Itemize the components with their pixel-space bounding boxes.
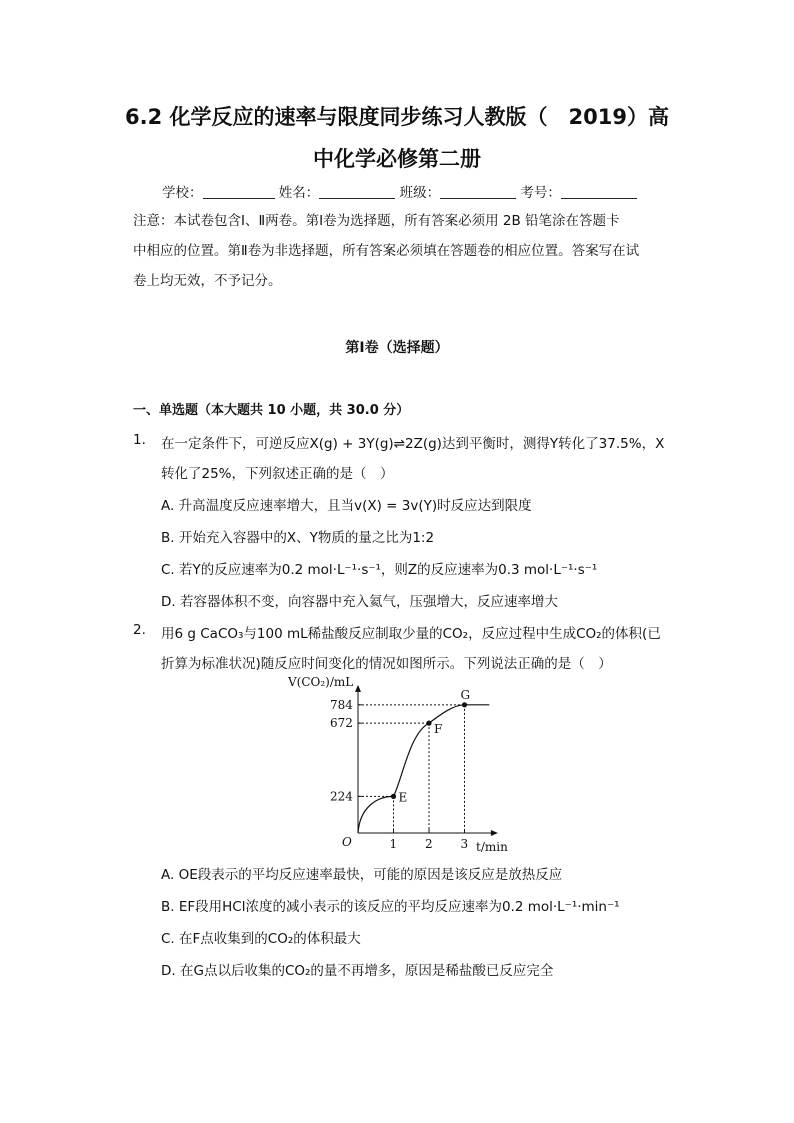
data-curve <box>358 705 489 833</box>
x-axis-arrow <box>491 830 498 836</box>
class-blank[interactable] <box>440 185 516 199</box>
option-d[interactable]: D. 若容器体积不变，向容器中充入氦气，压强增大，反应速率增大 <box>161 594 558 610</box>
document-title <box>100 96 694 180</box>
name-label: 姓名： <box>278 185 320 201</box>
exam-no-blank[interactable] <box>561 185 637 199</box>
section-title: 第Ⅰ卷（选择题） <box>345 340 449 356</box>
question-stem-line: 在一定条件下，可逆反应X(g) + 3Y(g)⇌2Z(g)达到平衡时，测得Y转化了37.5%，X <box>161 436 665 452</box>
option-c[interactable]: C. 在F点收集到的CO₂的体积最大 <box>161 931 361 947</box>
notice-line: 卷上均无效，不予记分。 <box>133 273 282 289</box>
option-c[interactable]: C. 若Y的反应速率为0.2 mol·L⁻¹·s⁻¹，则Z的反应速率为0.3 mol·L⁻¹·s⁻¹ <box>161 562 598 578</box>
y-axis-arrow <box>355 685 361 692</box>
axes <box>355 685 498 836</box>
data-point <box>391 794 396 799</box>
question-stem-line: 转化了25%，下列叙述正确的是（ ） <box>161 466 394 482</box>
school-label: 学校： <box>162 185 203 201</box>
co2-volume-chart <box>280 670 520 856</box>
question-stem-line: 折算为标准状况)随反应时间变化的情况如图所示。下列说法正确的是（ ） <box>161 656 612 672</box>
title-line-2: 中化学必修第二册 <box>313 147 481 171</box>
y-tick-label: 672 <box>330 716 353 731</box>
notice-line: 中相应的位置。第Ⅱ卷为非选择题，所有答案必须填在答题卷的相应位置。答案写在试 <box>133 243 640 259</box>
y-tick-label: 224 <box>330 789 353 804</box>
y-tick-label: 784 <box>330 697 353 712</box>
question-stem-line: 用6 g CaCO₃与100 mL稀盐酸反应制取少量的CO₂，反应过程中生成CO₂的体积(已 <box>161 626 661 642</box>
name-blank[interactable] <box>319 185 395 199</box>
origin-label: O <box>342 835 352 849</box>
x-tick-label: 2 <box>425 837 433 851</box>
class-label: 班级： <box>399 185 441 201</box>
option-b[interactable]: B. 开始充入容器中的X、Y物质的量之比为1:2 <box>161 530 435 546</box>
school-blank[interactable] <box>203 185 275 199</box>
question-number: 2. <box>133 622 146 638</box>
exam-notice <box>133 206 663 296</box>
data-point-label: F <box>434 722 443 737</box>
data-point-label: G <box>460 687 471 702</box>
option-a[interactable]: A. 升高温度反应速率增大，且当v(X) = 3v(Y)时反应达到限度 <box>161 498 532 514</box>
question-group-title: 一、单选题（本大题共 10 小题，共 30.0 分） <box>133 403 410 418</box>
data-point <box>426 721 431 726</box>
y-axis-label: V(CO₂)/mL <box>288 675 354 689</box>
question-number: 1. <box>133 432 146 448</box>
option-b[interactable]: B. EF段用HCl浓度的减小表示的该反应的平均反应速率为0.2 mol·L⁻¹·min⁻¹ <box>161 899 620 915</box>
option-a[interactable]: A. OE段表示的平均反应速率最快，可能的原因是该反应是放热反应 <box>161 867 563 883</box>
exam-no-label: 考号： <box>520 185 561 201</box>
x-tick-label: 1 <box>389 837 398 851</box>
data-point <box>462 702 467 707</box>
x-axis-label: t/min <box>476 840 508 854</box>
guide-lines <box>358 705 465 833</box>
student-info-row <box>162 181 637 201</box>
notice-line: 注意：本试卷包含Ⅰ、Ⅱ两卷。第Ⅰ卷为选择题，所有答案必须用 2B 铅笔涂在答题卡 <box>133 213 620 229</box>
x-tick-label: 3 <box>460 837 469 851</box>
data-point-label: E <box>398 790 408 805</box>
option-d[interactable]: D. 在G点以后收集的CO₂的量不再增多，原因是稀盐酸已反应完全 <box>161 963 554 979</box>
ticks <box>330 698 468 851</box>
title-line-1: 6.2 化学反应的速率与限度同步练习人教版（ 2019）高 <box>125 105 669 129</box>
